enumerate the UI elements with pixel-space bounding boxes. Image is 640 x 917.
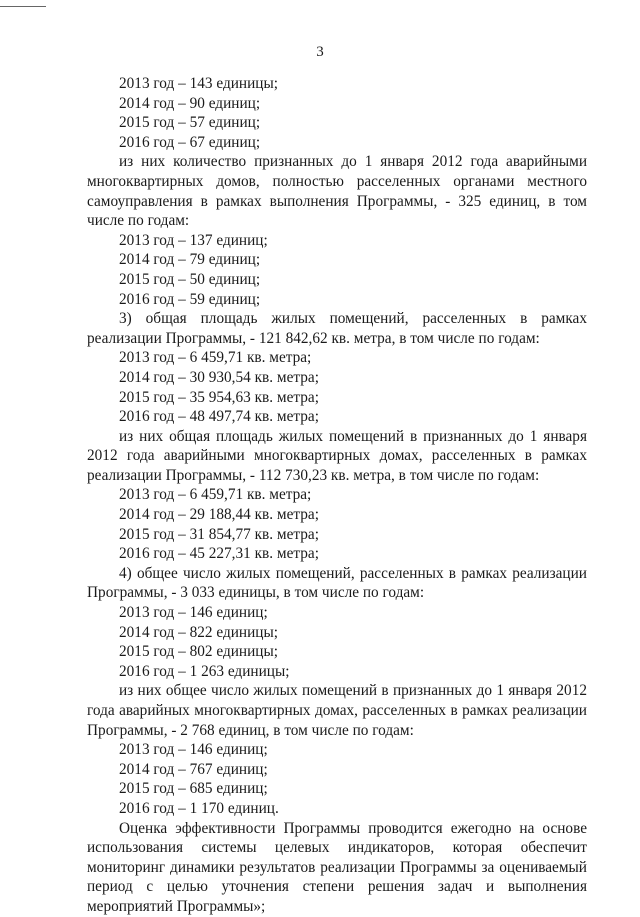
list-item: 2015 год – 31 854,77 кв. метра; [119, 525, 319, 543]
list-item: 2014 год – 30 930,54 кв. метра; [119, 368, 319, 386]
list-item: 2014 год – 767 единиц; [119, 760, 268, 778]
list-item: 2013 год – 6 459,71 кв. метра; [119, 486, 312, 504]
list-item: 2016 год – 59 единиц; [119, 290, 261, 308]
list-item: 2016 год – 48 497,74 кв. метра; [119, 408, 319, 426]
corner-mark [0, 6, 46, 7]
paragraph: из них общая площадь жилых помещений в признанных до 1 января 2012 года аварийными многоквартирных домах, расселенных в рамках реализации Программы, - 112 730,23 кв. метра, в том числе по годам: [87, 427, 587, 484]
list-item: 2013 год – 137 единиц; [119, 231, 268, 249]
list-item: 2015 год – 802 единицы; [119, 643, 279, 661]
list-item: 2015 год – 50 единиц; [119, 270, 261, 288]
list-item: 2014 год – 79 единиц; [119, 251, 261, 269]
list-item: 2013 год – 146 единиц; [119, 604, 268, 622]
document-body [87, 74, 587, 917]
paragraph: Оценка эффективности Программы проводится ежегодно на основе использования системы целевых индикаторов, которая обеспечит мониторинг динамики результатов реализации Программы за оцениваемый период с целью уточнения степени решения задач и выполнения мероприятий Программы»; [87, 819, 587, 915]
list-item: 2016 год – 1 263 единицы; [119, 662, 290, 680]
list-item: 2013 год – 143 единицы; [119, 75, 279, 92]
list-item: 2015 год – 57 единиц; [119, 114, 261, 132]
paragraph: 3) общая площадь жилых помещений, расселенных в рамках реализации Программы, - 121 842,62 кв. метра, в том числе по годам: [87, 310, 587, 347]
list-item: 2014 год – 90 единиц; [119, 94, 261, 112]
list-item: 2016 год – 67 единиц; [119, 133, 261, 151]
list-item: 2013 год – 146 единиц; [119, 741, 268, 759]
list-item: 2016 год – 45 227,31 кв. метра; [119, 545, 319, 563]
page-number: 3 [316, 44, 324, 60]
list-item: 2014 год – 29 188,44 кв. метра; [119, 506, 319, 524]
paragraph: 4) общее число жилых помещений, расселенных в рамках реализации Программы, - 3 033 единицы, в том числе по годам: [87, 564, 587, 602]
list-item: 2016 год – 1 170 единиц. [119, 799, 279, 817]
list-item: 2015 год – 685 единиц; [119, 780, 268, 798]
paragraph: из них количество признанных до 1 января 2012 года аварийными многоквартирных домов, полностью расселенных органами местного самоуправления в рамках выполнения Программы, - 325 единиц, в том числе по годам: [87, 153, 587, 230]
list-item: 2015 год – 35 954,63 кв. метра; [119, 388, 319, 406]
list-item: 2013 год – 6 459,71 кв. метра; [119, 349, 312, 367]
list-item: 2014 год – 822 единицы; [119, 623, 279, 641]
paragraph: из них общее число жилых помещений в признанных до 1 января 2012 года аварийных многоквартирных домах, расселенных в рамках реализации Программы, - 2 768 единиц, в том числе по годам: [87, 682, 587, 739]
